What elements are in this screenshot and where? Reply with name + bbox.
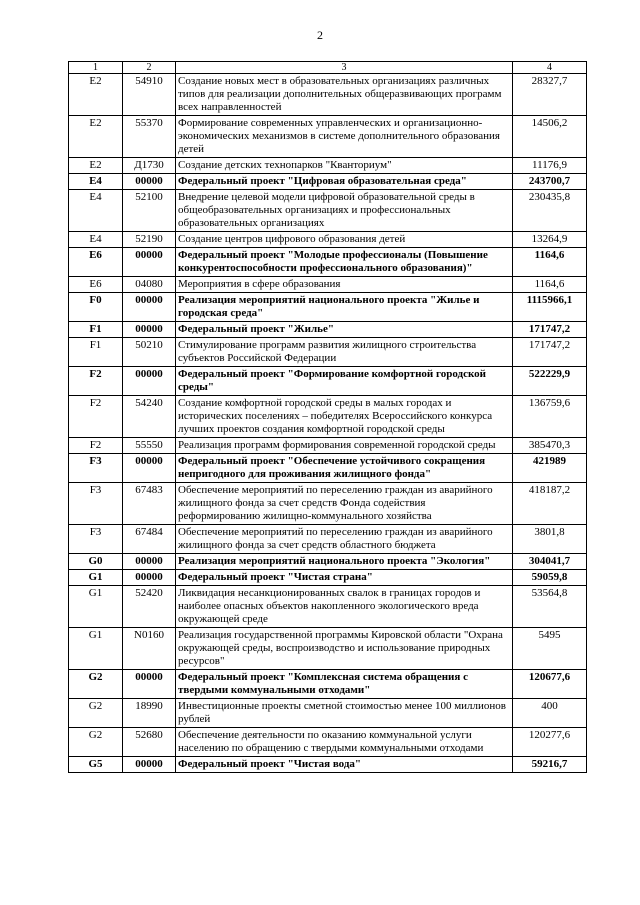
row-name-cell: Создание центров цифрового образования детей: [176, 232, 513, 248]
row-amount-cell: 11176,9: [513, 158, 587, 174]
row-name-cell: Федеральный проект "Формирование комфортной городской среды": [176, 367, 513, 396]
row-name-cell: Обеспечение мероприятий по переселению граждан из аварийного жилищного фонда за счет средств Фонда содействия реформированию жилищно-коммунального хозяйства: [176, 483, 513, 525]
table-row: [69, 554, 587, 570]
row-subcode-cell: 54240: [123, 396, 176, 438]
row-subcode-cell: 67483: [123, 483, 176, 525]
row-code-cell: F1: [69, 338, 123, 367]
row-code-cell: G0: [69, 554, 123, 570]
row-subcode-cell: 67484: [123, 525, 176, 554]
row-subcode-cell: 00000: [123, 554, 176, 570]
table-row: [69, 525, 587, 554]
row-name-cell: Создание детских технопарков "Кванториум": [176, 158, 513, 174]
row-subcode-cell: 00000: [123, 322, 176, 338]
column-header: 3: [176, 62, 513, 74]
row-amount-cell: 120277,6: [513, 728, 587, 757]
row-subcode-cell: 00000: [123, 367, 176, 396]
row-subcode-cell: 55370: [123, 116, 176, 158]
row-amount-cell: 1115966,1: [513, 293, 587, 322]
row-subcode-cell: 52420: [123, 586, 176, 628]
table-row: [69, 158, 587, 174]
row-name-cell: Федеральный проект "Чистая страна": [176, 570, 513, 586]
row-name-cell: Ликвидация несанкционированных свалок в границах городов и наиболее опасных объектов накопленного экологического вреда окружающей среде: [176, 586, 513, 628]
row-name-cell: Внедрение целевой модели цифровой образовательной среды в общеобразовательных организациях и профессиональных образовательных организациях: [176, 190, 513, 232]
row-code-cell: G1: [69, 586, 123, 628]
row-subcode-cell: 00000: [123, 670, 176, 699]
row-code-cell: F0: [69, 293, 123, 322]
row-subcode-cell: 00000: [123, 248, 176, 277]
row-amount-cell: 14506,2: [513, 116, 587, 158]
row-code-cell: F3: [69, 483, 123, 525]
row-amount-cell: 5495: [513, 628, 587, 670]
row-name-cell: Федеральный проект "Чистая вода": [176, 757, 513, 773]
row-subcode-cell: 04080: [123, 277, 176, 293]
row-subcode-cell: 00000: [123, 293, 176, 322]
column-header: 1: [69, 62, 123, 74]
row-code-cell: G5: [69, 757, 123, 773]
row-name-cell: Формирование современных управленческих и организационно-экономических механизмов в системе дополнительного образования детей: [176, 116, 513, 158]
row-code-cell: E4: [69, 232, 123, 248]
row-code-cell: G2: [69, 728, 123, 757]
row-name-cell: Создание новых мест в образовательных организациях различных типов для реализации дополнительных общеразвивающих программ всех направленностей: [176, 74, 513, 116]
row-name-cell: Федеральный проект "Обеспечение устойчивого сокращения непригодного для проживания жилищного фонда": [176, 454, 513, 483]
row-name-cell: Создание комфортной городской среды в малых городах и исторических поселениях – победителях Всероссийского конкурса лучших проектов создания комфортной городской среды: [176, 396, 513, 438]
row-subcode-cell: 00000: [123, 174, 176, 190]
row-name-cell: Федеральный проект "Цифровая образовательная среда": [176, 174, 513, 190]
budget-table: [68, 61, 587, 773]
row-amount-cell: 53564,8: [513, 586, 587, 628]
table-row: [69, 586, 587, 628]
table-row: [69, 293, 587, 322]
row-code-cell: E6: [69, 248, 123, 277]
row-subcode-cell: 52100: [123, 190, 176, 232]
row-subcode-cell: Д1730: [123, 158, 176, 174]
row-subcode-cell: 54910: [123, 74, 176, 116]
table-row: [69, 190, 587, 232]
row-code-cell: G2: [69, 670, 123, 699]
row-amount-cell: 1164,6: [513, 277, 587, 293]
table-row: [69, 232, 587, 248]
row-subcode-cell: 00000: [123, 757, 176, 773]
row-code-cell: E2: [69, 158, 123, 174]
row-amount-cell: 13264,9: [513, 232, 587, 248]
row-name-cell: Федеральный проект "Комплексная система обращения с твердыми коммунальными отходами": [176, 670, 513, 699]
table-row: [69, 367, 587, 396]
row-code-cell: F2: [69, 367, 123, 396]
row-name-cell: Стимулирование программ развития жилищного строительства субъектов Российской Федерации: [176, 338, 513, 367]
column-header: 4: [513, 62, 587, 74]
table-row: [69, 454, 587, 483]
row-code-cell: E4: [69, 174, 123, 190]
row-subcode-cell: 00000: [123, 454, 176, 483]
table-row: [69, 757, 587, 773]
table-row: [69, 174, 587, 190]
row-code-cell: G1: [69, 570, 123, 586]
row-amount-cell: 1164,6: [513, 248, 587, 277]
row-code-cell: F3: [69, 525, 123, 554]
table-row: [69, 338, 587, 367]
table-row: [69, 74, 587, 116]
row-amount-cell: 230435,8: [513, 190, 587, 232]
row-code-cell: F2: [69, 396, 123, 438]
table-row: [69, 628, 587, 670]
table-row: [69, 699, 587, 728]
row-name-cell: Обеспечение деятельности по оказанию коммунальной услуги населению по обращению с твердыми коммунальными отходами: [176, 728, 513, 757]
page-number: 2: [317, 28, 323, 42]
row-name-cell: Обеспечение мероприятий по переселению граждан из аварийного жилищного фонда за счет средств областного бюджета: [176, 525, 513, 554]
table-row: [69, 396, 587, 438]
row-name-cell: Реализация государственной программы Кировской области "Охрана окружающей среды, воспроизводство и использование природных ресурсов": [176, 628, 513, 670]
row-subcode-cell: 50210: [123, 338, 176, 367]
row-amount-cell: 171747,2: [513, 322, 587, 338]
row-amount-cell: 522229,9: [513, 367, 587, 396]
table-row: [69, 670, 587, 699]
row-code-cell: F1: [69, 322, 123, 338]
row-code-cell: G2: [69, 699, 123, 728]
row-amount-cell: 304041,7: [513, 554, 587, 570]
table-header-row: [69, 62, 587, 74]
row-subcode-cell: 00000: [123, 570, 176, 586]
table-row: [69, 248, 587, 277]
row-name-cell: Инвестиционные проекты сметной стоимостью менее 100 миллионов рублей: [176, 699, 513, 728]
row-code-cell: F3: [69, 454, 123, 483]
row-code-cell: E2: [69, 116, 123, 158]
row-subcode-cell: 52190: [123, 232, 176, 248]
row-amount-cell: 59216,7: [513, 757, 587, 773]
row-name-cell: Федеральный проект "Жилье": [176, 322, 513, 338]
row-amount-cell: 59059,8: [513, 570, 587, 586]
table-row: [69, 277, 587, 293]
table-row: [69, 438, 587, 454]
row-amount-cell: 28327,7: [513, 74, 587, 116]
row-subcode-cell: 52680: [123, 728, 176, 757]
row-amount-cell: 243700,7: [513, 174, 587, 190]
table-row: [69, 483, 587, 525]
row-subcode-cell: N0160: [123, 628, 176, 670]
row-name-cell: Реализация мероприятий национального проекта "Жилье и городская среда": [176, 293, 513, 322]
row-subcode-cell: 55550: [123, 438, 176, 454]
row-name-cell: Мероприятия в сфере образования: [176, 277, 513, 293]
row-code-cell: E4: [69, 190, 123, 232]
row-name-cell: Федеральный проект "Молодые профессионалы (Повышение конкурентоспособности профессионального образования)": [176, 248, 513, 277]
row-code-cell: E6: [69, 277, 123, 293]
row-amount-cell: 171747,2: [513, 338, 587, 367]
row-amount-cell: 418187,2: [513, 483, 587, 525]
row-code-cell: E2: [69, 74, 123, 116]
row-amount-cell: 421989: [513, 454, 587, 483]
row-name-cell: Реализация мероприятий национального проекта "Экология": [176, 554, 513, 570]
row-amount-cell: 385470,3: [513, 438, 587, 454]
table-row: [69, 728, 587, 757]
table-row: [69, 570, 587, 586]
row-name-cell: Реализация программ формирования современной городской среды: [176, 438, 513, 454]
table-row: [69, 322, 587, 338]
row-amount-cell: 400: [513, 699, 587, 728]
table-row: [69, 116, 587, 158]
column-header: 2: [123, 62, 176, 74]
row-code-cell: G1: [69, 628, 123, 670]
row-amount-cell: 120677,6: [513, 670, 587, 699]
row-amount-cell: 3801,8: [513, 525, 587, 554]
row-subcode-cell: 18990: [123, 699, 176, 728]
row-amount-cell: 136759,6: [513, 396, 587, 438]
row-code-cell: F2: [69, 438, 123, 454]
